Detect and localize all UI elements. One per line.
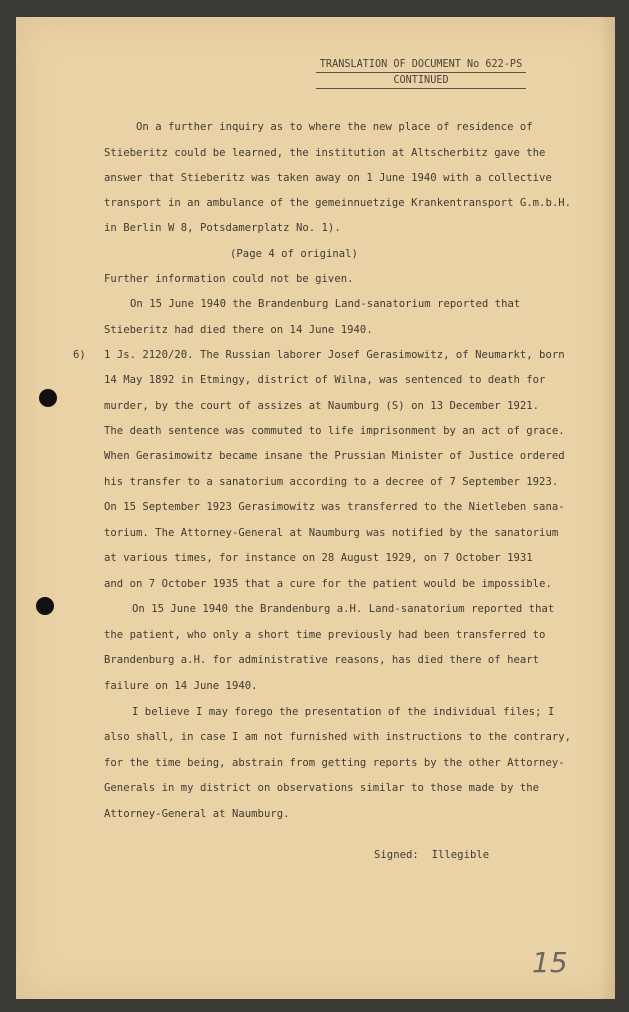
- punch-hole: [36, 597, 54, 615]
- header-continued: CONTINUED: [316, 73, 526, 89]
- text-line: On 15 June 1940 the Brandenburg a.H. Land-sanatorium reported that: [132, 603, 555, 615]
- header-title: TRANSLATION OF DOCUMENT No 622-PS: [316, 57, 526, 73]
- page-reference: (Page 4 of original): [230, 248, 358, 260]
- text-line: 14 May 1892 in Etmingy, district of Wilna, was sentenced to death for: [104, 374, 546, 386]
- page-edge-shadow: [601, 17, 615, 999]
- text-line: transport in an ambulance of the gemeinnuetzige Krankentransport G.m.b.H.: [104, 197, 572, 209]
- text-line: 1 Js. 2120/20. The Russian laborer Josef Gerasimowitz, of Neumarkt, born: [104, 349, 565, 361]
- document-page: [16, 17, 615, 999]
- handwritten-page-number: 15: [532, 946, 568, 979]
- text-line: Brandenburg a.H. for administrative reasons, has died there of heart: [104, 654, 540, 666]
- text-line: the patient, who only a short time previously had been transferred to: [104, 629, 546, 641]
- text-line: and on 7 October 1935 that a cure for the patient would be impossible.: [104, 578, 552, 590]
- text-line: On 15 June 1940 the Brandenburg Land-sanatorium reported that: [130, 298, 521, 310]
- text-line: Attorney-General at Naumburg.: [104, 808, 290, 820]
- text-line: Stieberitz had died there on 14 June 1940.: [104, 324, 373, 336]
- punch-hole: [39, 389, 57, 407]
- text-line: at various times, for instance on 28 August 1929, on 7 October 1931: [104, 552, 533, 564]
- text-line: murder, by the court of assizes at Naumburg (S) on 13 December 1921.: [104, 400, 540, 412]
- text-line: Generals in my district on observations similar to those made by the: [104, 782, 540, 794]
- text-line: The death sentence was commuted to life imprisonment by an act of grace.: [104, 425, 565, 437]
- text-line: Further information could not be given.: [104, 273, 354, 285]
- item-number: 6): [73, 349, 86, 361]
- document-header: [316, 57, 526, 89]
- signature-line: Signed: Illegible: [374, 849, 490, 861]
- text-line: in Berlin W 8, Potsdamerplatz No. 1).: [104, 222, 341, 234]
- text-line: also shall, in case I am not furnished with instructions to the contrary,: [104, 731, 572, 743]
- text-line: On a further inquiry as to where the new place of residence of: [136, 121, 533, 133]
- text-line: for the time being, abstrain from getting reports by the other Attorney-: [104, 757, 565, 769]
- text-line: answer that Stieberitz was taken away on 1 June 1940 with a collective: [104, 172, 552, 184]
- text-line: On 15 September 1923 Gerasimowitz was transferred to the Nietleben sana-: [104, 501, 565, 513]
- text-line: I believe I may forego the presentation of the individual files; I: [132, 706, 555, 718]
- text-line: torium. The Attorney-General at Naumburg was notified by the sanatorium: [104, 527, 559, 539]
- text-line: When Gerasimowitz became insane the Prussian Minister of Justice ordered: [104, 450, 565, 462]
- text-line: failure on 14 June 1940.: [104, 680, 258, 692]
- text-line: his transfer to a sanatorium according to a decree of 7 September 1923.: [104, 476, 559, 488]
- text-line: Stieberitz could be learned, the institution at Altscherbitz gave the: [104, 147, 546, 159]
